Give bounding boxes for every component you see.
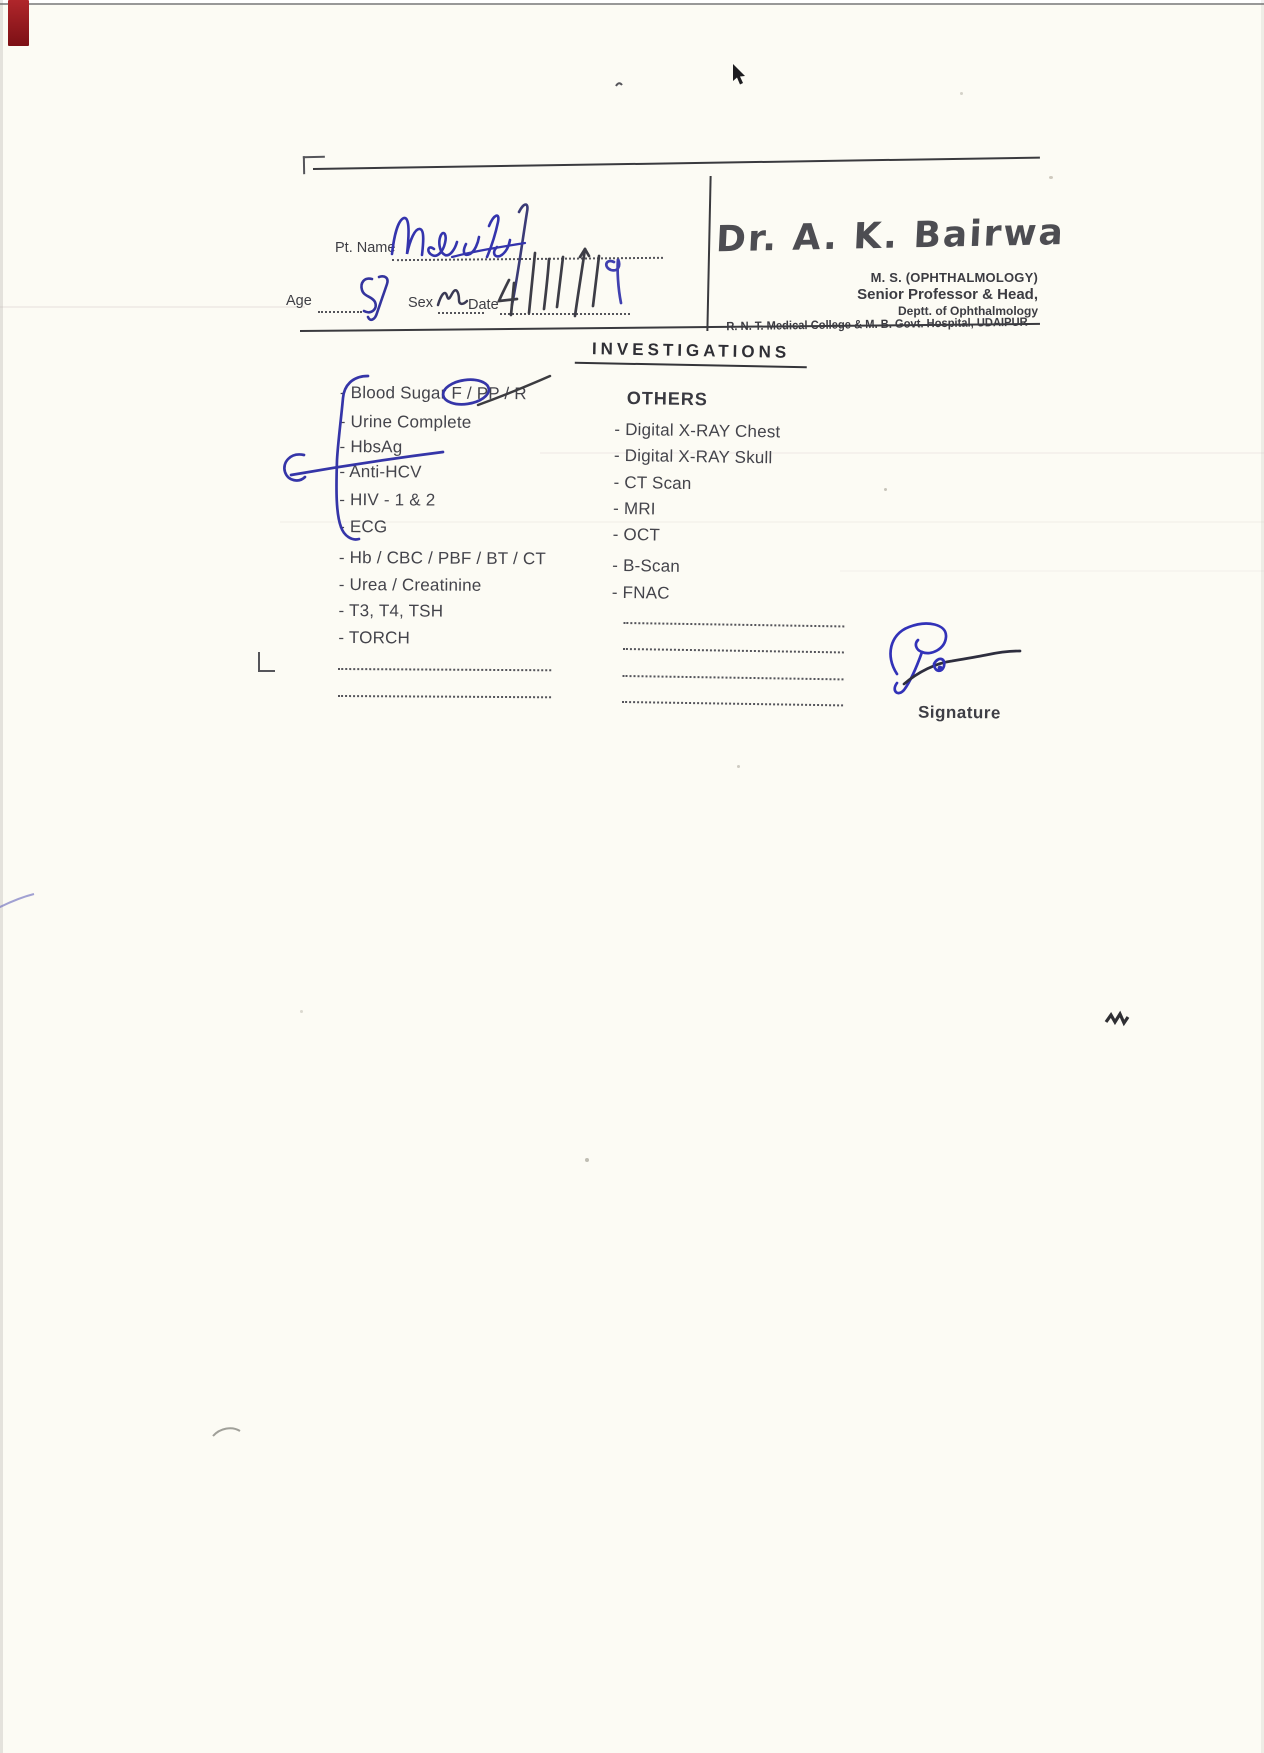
doctor-department: Deptt. of Ophthalmology xyxy=(898,304,1038,318)
list-item: - Urine Complete xyxy=(339,411,472,432)
dust-speck xyxy=(960,92,963,95)
signature-label: Signature xyxy=(917,702,1002,723)
list-item: - Blood Sugar F / PP / R xyxy=(339,382,527,404)
others-header: OTHERS xyxy=(626,388,709,410)
list-item: - ECG xyxy=(339,516,388,537)
list-item: - Urea / Creatinine xyxy=(338,574,482,595)
patient-sex-label: Sex xyxy=(408,295,433,311)
list-item: - HbsAg xyxy=(339,436,403,457)
list-item: - OCT xyxy=(612,524,661,545)
list-item: - Anti-HCV xyxy=(339,461,422,482)
blank-dotted-line xyxy=(623,620,844,627)
list-item: - Digital X-RAY Skull xyxy=(613,445,773,468)
list-item: - MRI xyxy=(612,498,656,519)
blank-dotted-line xyxy=(623,646,844,653)
list-item: - TORCH xyxy=(338,627,411,648)
list-item: - T3, T4, TSH xyxy=(338,600,444,621)
dust-speck xyxy=(884,488,887,491)
patient-age-label: Age xyxy=(286,293,312,309)
patient-date-label: Date xyxy=(468,297,499,313)
section-title-investigations: INVESTIGATIONS xyxy=(575,339,807,368)
dust-speck xyxy=(1049,176,1053,179)
list-item: - Digital X-RAY Chest xyxy=(614,419,781,442)
doctor-qualification: M. S. (OPHTHALMOLOGY) xyxy=(870,270,1038,285)
blank-dotted-line xyxy=(622,699,843,706)
list-item: - HIV - 1 & 2 xyxy=(339,489,436,510)
doctor-name: Dr. A. K. Bairwa xyxy=(715,212,1066,261)
list-item: - FNAC xyxy=(611,582,670,603)
doctor-institution: R. N. T. Medical College & M. B. Govt. Hospital, UDAIPUR xyxy=(726,314,1028,334)
list-item: - Hb / CBC / PBF / BT / CT xyxy=(338,547,547,569)
patient-name-label: Pt. Name xyxy=(335,240,396,256)
blank-dotted-line xyxy=(622,673,843,680)
list-item: - CT Scan xyxy=(613,472,692,494)
dust-speck xyxy=(737,765,740,768)
doctor-designation: Senior Professor & Head, xyxy=(857,286,1038,303)
list-item: - B-Scan xyxy=(612,555,681,576)
dust-speck xyxy=(585,1158,589,1162)
dust-speck xyxy=(300,1010,303,1013)
